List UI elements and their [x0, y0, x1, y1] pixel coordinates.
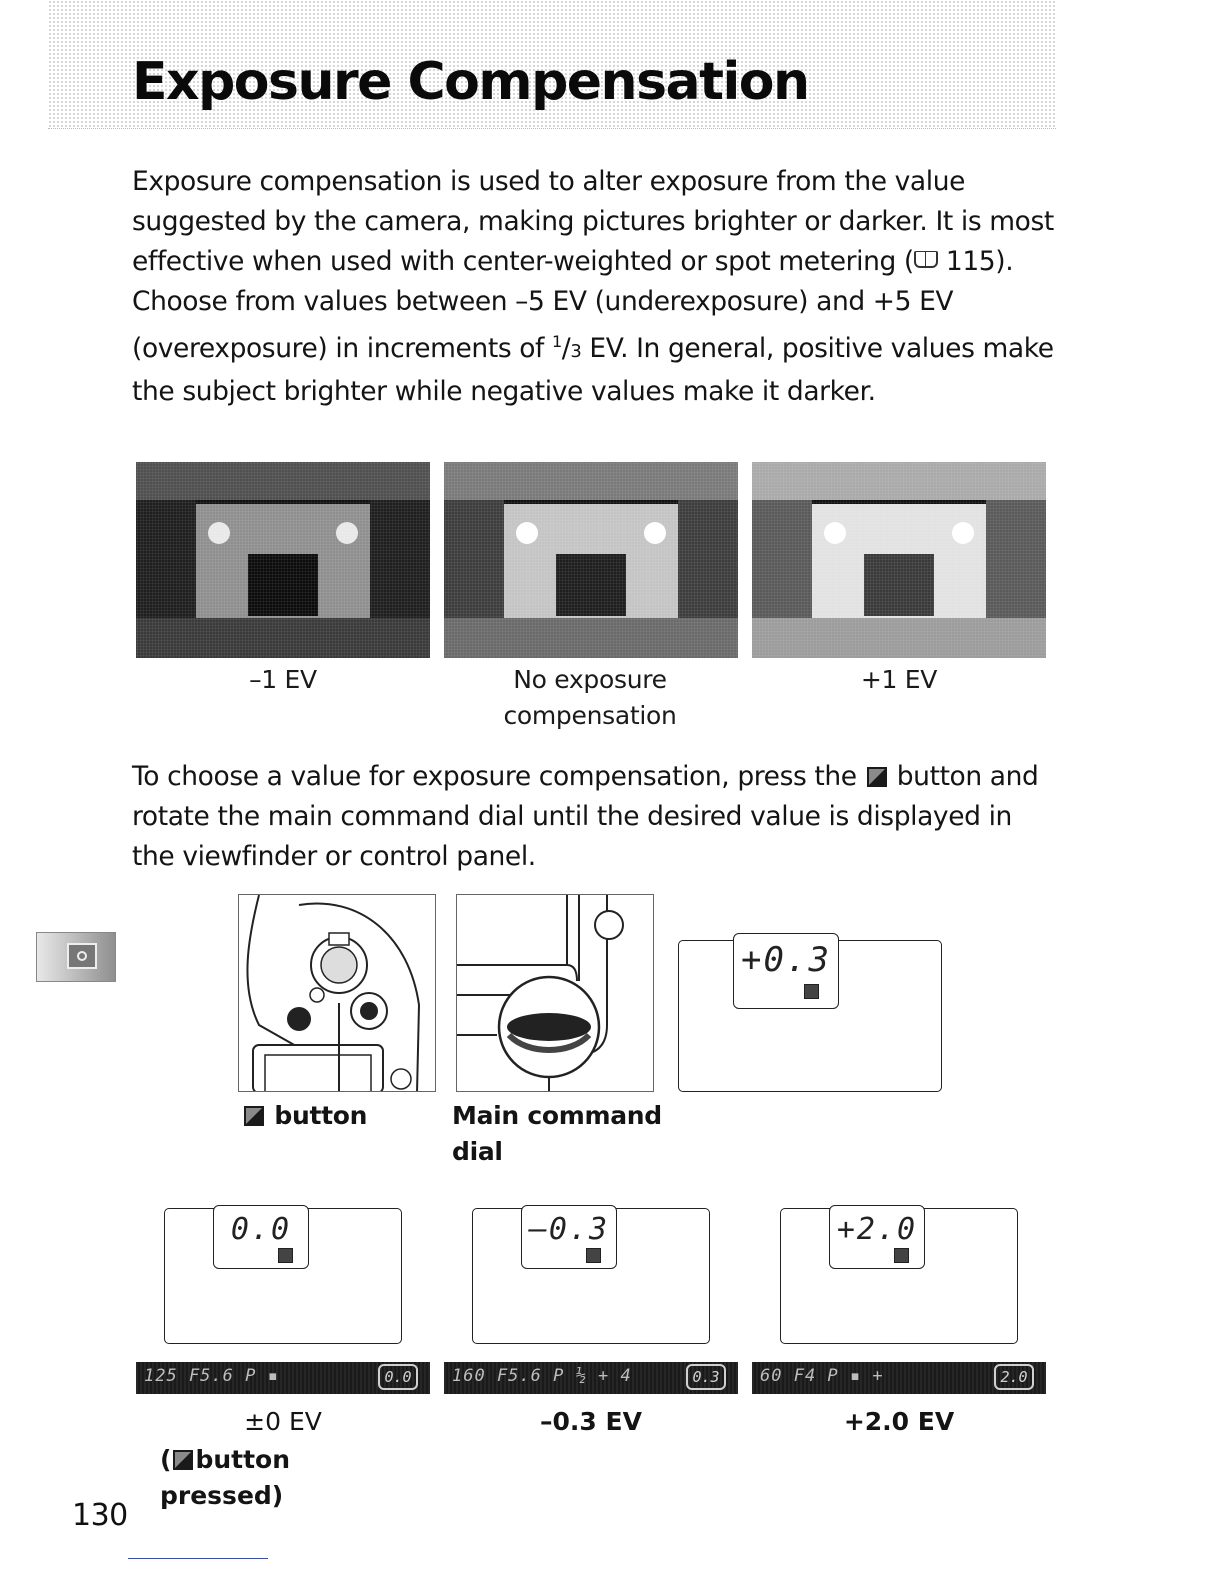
section-tab[interactable] — [36, 932, 116, 982]
ev-indicator-icon — [278, 1248, 293, 1263]
control-panel-ev-window — [733, 933, 839, 1009]
photo-no-compensation — [444, 462, 738, 658]
book-icon — [914, 251, 938, 268]
exposure-compensation-icon — [173, 1450, 193, 1470]
ev-indicator-icon — [804, 984, 819, 999]
button-label: button — [242, 1098, 367, 1134]
control-panel-value: –0.3 — [528, 1212, 610, 1247]
viewfinder-ev-value: 0.3 — [686, 1364, 726, 1390]
viewfinder-ev-value: 0.0 — [378, 1364, 418, 1390]
ev-indicator-icon — [586, 1248, 601, 1263]
page-number: 130 — [72, 1498, 128, 1533]
exposure-compensation-icon — [867, 767, 887, 787]
intro-paragraph: Exposure compensation is used to alter exposure from the value suggested by the camera, making pictures brighter or darker. It is most effective when used with center-weighted or spot metering ( 115). Choose from values between –5 EV (underexposure) and +5 EV (overexposure) in increments of $^1$/3 EV. In general, positive values make the subject brighter while negative values make it darker. — [132, 166, 1054, 407]
metering-icon — [67, 943, 97, 969]
photo-minus-1ev — [136, 462, 430, 658]
viewfinder-ev-value: 2.0 — [994, 1364, 1034, 1390]
control-panel-value: +0.3 — [741, 940, 831, 980]
caption-plus-1ev: +1 EV — [860, 665, 938, 694]
camera-top-illustration — [238, 894, 436, 1092]
ev-indicator-icon — [894, 1248, 909, 1263]
control-panel-zero — [164, 1208, 402, 1344]
control-panel-plus-2-0 — [780, 1208, 1018, 1344]
control-panel-display — [678, 940, 942, 1092]
caption-no-compensation: No exposure compensation — [503, 665, 677, 730]
control-panel-minus-0-3 — [472, 1208, 710, 1344]
viewfinder-display-minus-0-3: 160 F5.6 P ½ + 4 0.3 — [444, 1362, 738, 1394]
viewfinder-display-zero: 125 F5.6 P ▪ 0.0 — [136, 1362, 430, 1394]
camera-top-drawing — [239, 895, 436, 1092]
control-panel-value: +2.0 — [836, 1212, 918, 1247]
footer-rule — [128, 1558, 268, 1559]
exposure-compensation-icon — [244, 1106, 264, 1126]
instruction-paragraph: To choose a value for exposure compensation, press the button and rotate the main command dial until the desired value is displayed in the viewfinder or control panel. — [132, 761, 1039, 872]
dial-label: Main command dial — [452, 1101, 662, 1166]
button-pressed-note: ( button pressed) — [160, 1445, 291, 1510]
page-reference[interactable]: 115 — [945, 246, 996, 277]
control-panel-value: 0.0 — [230, 1212, 292, 1247]
photo-plus-1ev — [752, 462, 1046, 658]
caption-minus-1ev: –1 EV — [249, 665, 317, 694]
page-title: Exposure Compensation — [132, 52, 809, 112]
ev-label-minus-0-3: –0.3 EV — [540, 1407, 642, 1436]
command-dial-illustration — [456, 894, 654, 1092]
ev-label-zero: ±0 EV — [244, 1407, 322, 1436]
ev-label-plus-2-0: +2.0 EV — [843, 1407, 955, 1436]
viewfinder-display-plus-2-0: 60 F4 P ▪ + 2.0 — [752, 1362, 1046, 1394]
command-dial-drawing — [457, 895, 654, 1092]
